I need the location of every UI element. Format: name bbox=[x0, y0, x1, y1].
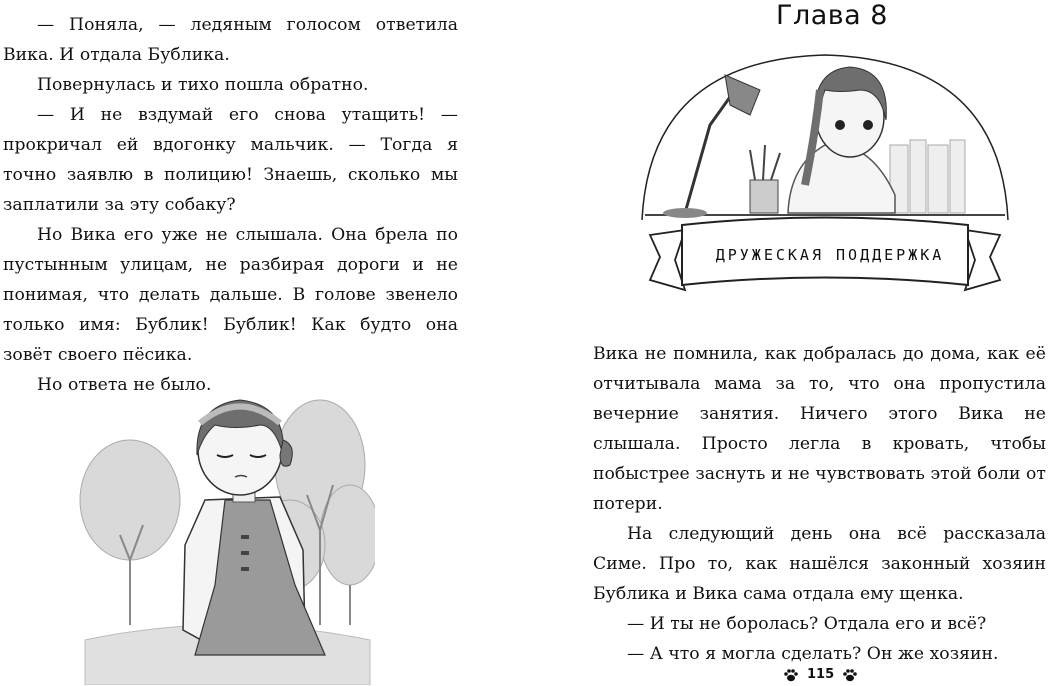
page-number-footer bbox=[783, 667, 858, 682]
chapter-title: Глава 8 bbox=[776, 0, 888, 31]
paragraph: Но Вика его уже не слышала. Она брела по пустынным улицам, не разбирая дороги и не понимая, что делать дальше. В голове звенело только имя: Бублик! Бублик! Как будто она зовёт своего пёсика. bbox=[3, 225, 458, 365]
paw-icon bbox=[783, 668, 799, 682]
right-page-text bbox=[593, 339, 1046, 669]
paragraph: Вика не помнила, как добралась до дома, как её отчитывала мама за то, что она пропустила вечерние занятия. Ничего этого Вика не слышала. Просто легла в кровать, чтобы побыстрее заснуть и не чувствовать этой боли от потери. bbox=[593, 344, 1046, 514]
left-page bbox=[0, 0, 500, 686]
left-page-text bbox=[3, 10, 458, 400]
right-page bbox=[540, 0, 1049, 686]
paragraph: На следующий день она всё рассказала Симе. Про то, как нашёлся законный хозяин Бублика и Вика сама отдала ему щенка. bbox=[593, 524, 1046, 604]
paragraph: — Поняла, — ледяным голосом ответила Вика. И отдала Бублика. bbox=[3, 15, 458, 65]
paragraph: — И ты не боролась? Отдала его и всё? bbox=[627, 614, 987, 634]
sad-girl-illustration bbox=[75, 385, 375, 685]
paw-icon bbox=[842, 668, 858, 682]
page-number: 115 bbox=[807, 667, 835, 682]
paragraph: Но ответа не было. bbox=[37, 375, 212, 395]
chapter-banner-text: ДРУЖЕСКАЯ ПОДДЕРЖКА bbox=[715, 246, 945, 264]
chapter-header-illustration bbox=[640, 45, 1010, 320]
paragraph: — А что я могла сделать? Он же хозяин. bbox=[627, 644, 999, 664]
paragraph: Повернулась и тихо пошла обратно. bbox=[37, 75, 369, 95]
paragraph: — И не вздумай его снова утащить! — прокричал ей вдогонку мальчик. — Тогда я точно заявлю в полицию! Знаешь, сколько мы заплатили за эту собаку? bbox=[3, 105, 458, 215]
